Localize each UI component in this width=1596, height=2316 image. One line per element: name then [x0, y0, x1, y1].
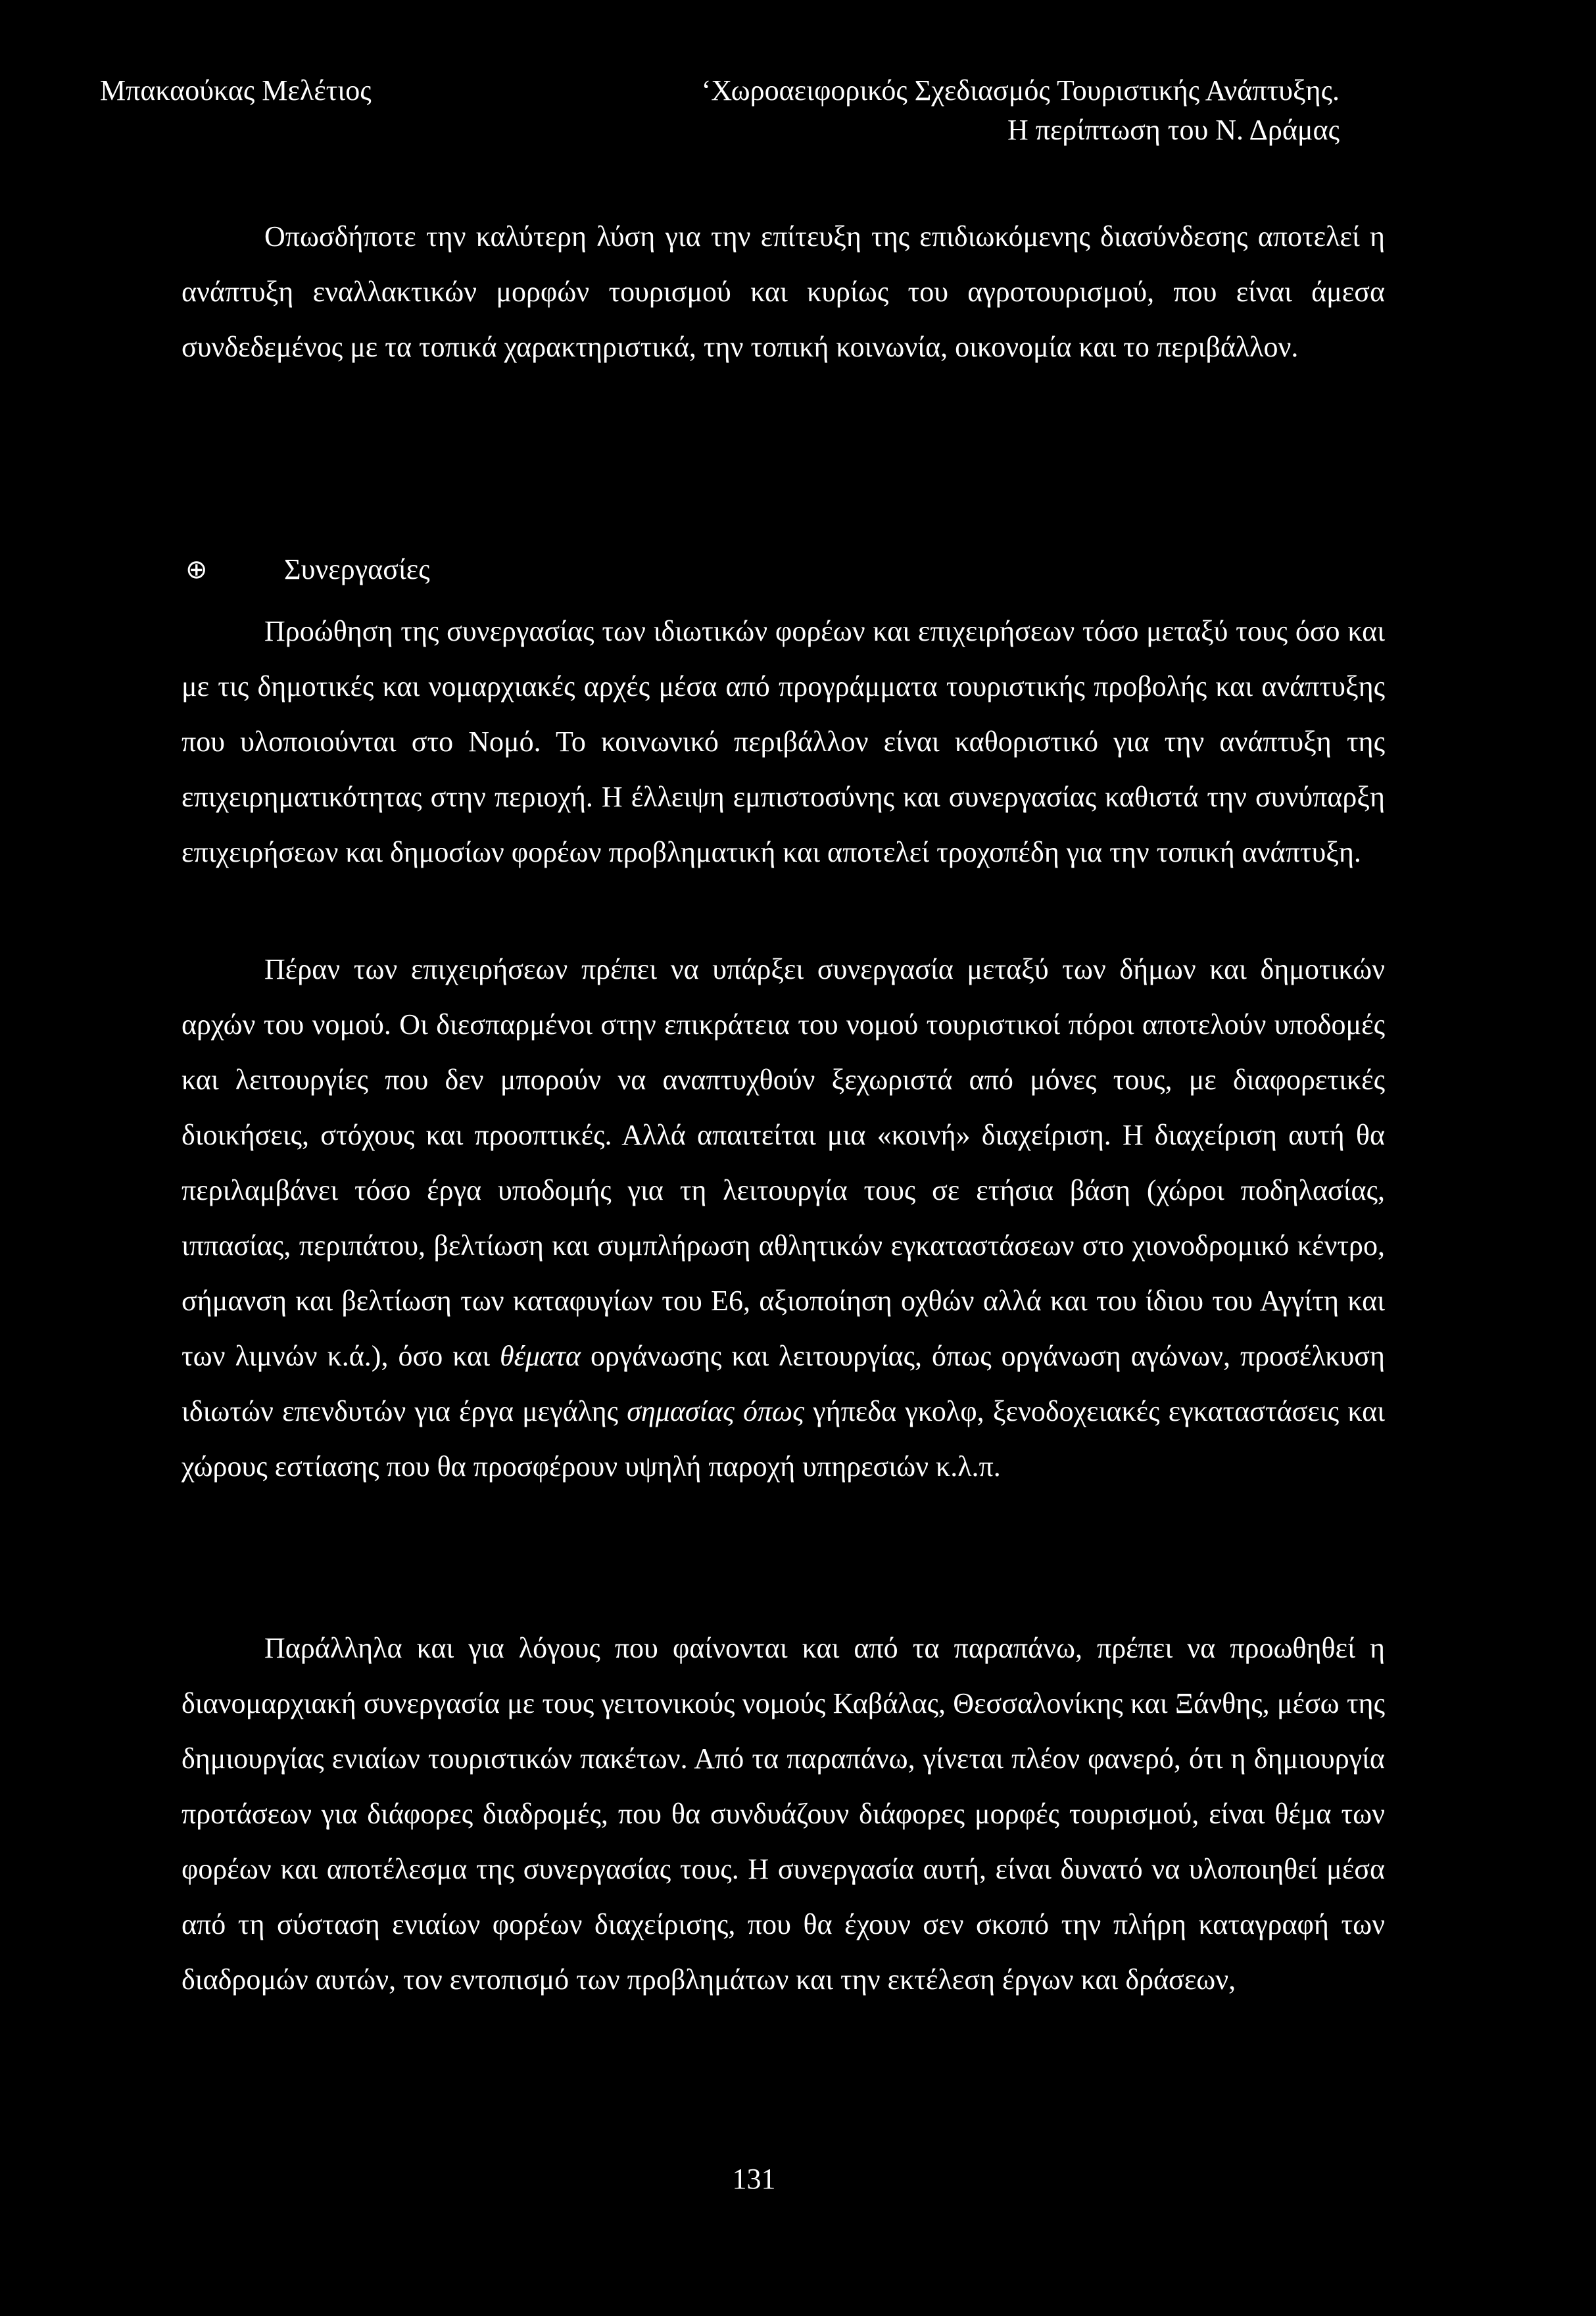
beyond-italic-importance: σημασίας όπως — [627, 1395, 804, 1427]
parallel-paragraph — [181, 1621, 1385, 2008]
section-heading — [181, 542, 1385, 597]
beyond-text-part-1: Πέραν των επιχειρήσεων πρέπει να υπάρξει συνεργασία μεταξύ των δήμων και δημοτικών αρχών του νομού. Οι διεσπαρμένοι στην επικράτεια του νομού τουριστικοί πόροι αποτελούν υποδομές και λειτουργίες που δεν μπορούν να αναπτυχθούν ξεχωριστά από μόνες τους, με διαφορετικές διοικήσεις, στόχους και προοπτικές. Αλλά απαιτείται μια «κοινή» διαχείριση. Η διαχείριση αυτή θα περιλαμβάνει τόσο έργα υποδομής για τη λειτουργία τους σε ετήσια βάση (χώροι ποδηλασίας, ιππασίας, περιπάτου, βελτίωση και συμπλήρωση αθλητικών εγκαταστάσεων στο χιονοδρομικό κέντρο, σήμανση και βελτίωση των καταφυγίων του Ε6, αξιοποίηση οχθών αλλά και του ίδιου του Αγγίτη και των λιμνών κ.ά.), όσο και — [181, 953, 1385, 1372]
parallel-paragraph-text: Παράλληλα και για λόγους που φαίνονται και από τα παραπάνω, πρέπει να προωθηθεί η διανομαρχιακή συνεργασία με τους γειτονικούς νομούς Καβάλας, Θεσσαλονίκης και Ξάνθης, μέσω της δημιουργίας ενιαίων τουριστικών πακέτων. Από τα παραπάνω, γίνεται πλέον φανερό, ότι η δημιουργία προτάσεων για διάφορες διαδρομές, που θα συνδυάζουν διάφορες μορφές τουρισμού, είναι θέμα των φορέων και αποτέλεσμα της συνεργασίας τους. Η συνεργασία αυτή, είναι δυνατό να υλοποιηθεί μέσα από τη σύσταση ενιαίων φορέων διαχείρισης, που θα έχουν σεν σκοπό την πλήρη καταγραφή των διαδρομών αυτών, τον εντοπισμό των προβλημάτων και την εκτέλεση έργων και δράσεων, — [181, 1632, 1385, 1996]
beyond-businesses-paragraph — [181, 942, 1385, 1494]
header-author: Μπακαούκας Μελέτιος — [100, 74, 372, 107]
beyond-businesses-paragraph-text — [181, 942, 1385, 1494]
intro-paragraph-text: Οπωσδήποτε την καλύτερη λύση για την επίτευξη της επιδιωκόμενης διασύνδεσης αποτελεί η ανάπτυξη εναλλακτικών μορφών τουρισμού και κυρίως του αγροτουρισμού, που είναι άμεσα συνδεδεμένος με τα τοπικά χαρακτηριστικά, την τοπική κοινωνία, οικονομία και το περιβάλλον. — [181, 220, 1385, 363]
header-title-line-2: Η περίπτωση του Ν. Δράμας — [1007, 114, 1340, 146]
header-title — [702, 71, 1340, 150]
header-title-line-1: ‘Χωροαειφορικός Σχεδιασμός Τουριστικής Ανάπτυξης. — [701, 74, 1340, 107]
cooperation-paragraph — [181, 604, 1385, 880]
beyond-text-part-2: οργάνωσης και λειτουργίας, όπως οργάνωση αγώνων, προσέλκυση ιδιωτών επενδυτών για έργα μεγάλης — [181, 1340, 1385, 1427]
beyond-italic-themes: θέματα — [499, 1340, 581, 1372]
beyond-text-part-3: γήπεδα γκολφ, ξενοδοχειακές εγκαταστάσεις και χώρους εστίασης που θα προσφέρουν υψηλή παροχή υπηρεσιών κ.λ.π. — [181, 1395, 1386, 1483]
compass-rose-icon: ⊕ — [185, 554, 208, 584]
page-number: 131 — [732, 2163, 776, 2195]
intro-paragraph — [181, 209, 1385, 375]
section-heading-text: Συνεργασίες — [284, 553, 430, 585]
cooperation-paragraph-text: Προώθηση της συνεργασίας των ιδιωτικών φορέων και επιχειρήσεων τόσο μεταξύ τους όσο και με τις δημοτικές και νομαρχιακές αρχές μέσα από προγράμματα τουριστικής προβολής και ανάπτυξης που υλοποιούνται στο Νομό. Το κοινωνικό περιβάλλον είναι καθοριστικό για την ανάπτυξη της επιχειρηματικότητας στην περιοχή. Η έλλειψη εμπιστοσύνης και συνεργασίας καθιστά την συνύπαρξη επιχειρήσεων και δημοσίων φορέων προβληματική και αποτελεί τροχοπέδη για την τοπική ανάπτυξη. — [181, 615, 1385, 868]
